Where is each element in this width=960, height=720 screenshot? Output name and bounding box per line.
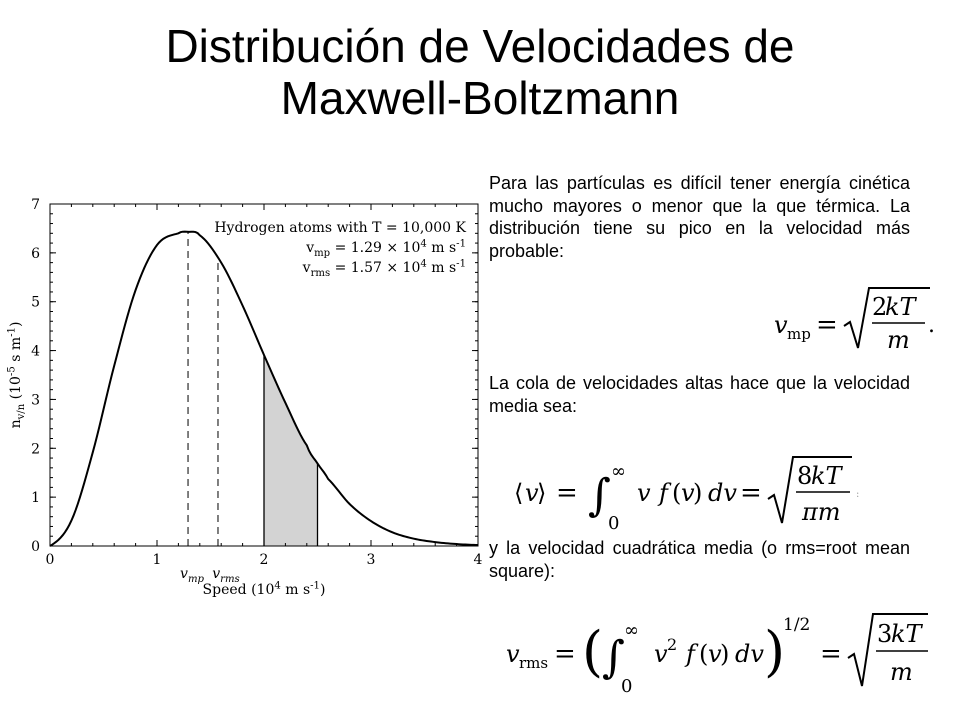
svg-text:(: ( — [582, 620, 604, 683]
svg-text:(: ( — [699, 640, 709, 668]
slide-title — [0, 20, 960, 124]
svg-text:=: = — [740, 478, 762, 508]
svg-text:0: 0 — [608, 513, 620, 534]
paragraph-2: La cola de velocidades altas hace que la velocidad media sea: — [489, 373, 910, 416]
svg-text:rms: rms — [519, 654, 549, 672]
svg-text:⟨: ⟨ — [514, 479, 524, 507]
paragraph-3: y la velocidad cuadrática media (o rms=root mean square): — [489, 538, 910, 581]
equation-vmp-graphic — [770, 282, 940, 356]
svg-text:v: v — [637, 479, 651, 507]
svg-text:∞: ∞ — [611, 461, 626, 482]
svg-text:): ) — [764, 620, 786, 683]
vrms-axis-label: $v_{rms}$ — [212, 566, 240, 586]
title-line-1: Distribución de Velocidades de — [165, 20, 795, 72]
svg-text:1/2: 1/2 — [783, 615, 811, 635]
x-tick-label: 3 — [366, 552, 376, 568]
svg-text:=: = — [556, 478, 578, 508]
svg-text:kT: kT — [885, 293, 916, 321]
svg-text:dv: dv — [735, 640, 764, 668]
y-tick-label: 6 — [31, 245, 40, 262]
equation-vrms-graphic — [502, 606, 942, 706]
svg-text:v: v — [506, 640, 520, 668]
y-tick-label: 1 — [31, 490, 40, 507]
svg-text:∫: ∫ — [602, 632, 625, 683]
svg-text:): ) — [720, 640, 730, 668]
x-tick-label: 2 — [259, 552, 269, 568]
x-axis-label: Speed ($10^4$ m $s^{-1}$) — [202, 580, 326, 598]
svg-text:v: v — [525, 479, 539, 507]
svg-text:∫: ∫ — [588, 470, 611, 521]
maxwell-boltzmann-chart — [0, 190, 490, 610]
svg-text:2: 2 — [667, 635, 678, 654]
svg-text:=: = — [816, 310, 838, 340]
svg-text:0: 0 — [621, 676, 633, 697]
svg-text:kT: kT — [811, 462, 842, 490]
title-line-2: Maxwell-Boltzmann — [280, 72, 680, 124]
svg-text:.: . — [928, 313, 935, 338]
svg-text:⟩: ⟩ — [537, 479, 547, 507]
equation-mean-speed-graphic — [512, 447, 862, 537]
svg-text:πm: πm — [802, 498, 841, 526]
svg-text:8: 8 — [797, 462, 813, 490]
svg-text:kT: kT — [891, 620, 922, 648]
annotation-line-1: Hydrogen atoms with T = 10,000 K — [214, 220, 466, 236]
svg-text:=: = — [554, 639, 576, 669]
y-axis-label: $n_{v/n}$ ($10^{-5}$ s $m^{-1}$) — [6, 321, 28, 429]
svg-text:3: 3 — [877, 620, 893, 648]
y-tick-label: 0 — [31, 539, 40, 555]
svg-text:m: m — [890, 658, 913, 686]
x-tick-label: 1 — [152, 552, 162, 568]
annotation-vmp: $v_{mp} = 1.29 \times 10^4$ m $s^{-1}$ — [306, 238, 466, 260]
paragraph-1: Para las partículas es difícil tener energía cinética mucho mayores o menor que la que térmica. La distribución tiene su pico en la velocidad más probable: — [489, 173, 910, 261]
svg-text:f: f — [686, 640, 695, 668]
annotation-vrms: $v_{rms} = 1.57 \times 10^4$ m $s^{-1}$ — [302, 258, 466, 280]
svg-text:v: v — [681, 479, 695, 507]
y-tick-label: 5 — [31, 294, 40, 311]
y-tick-label: 3 — [31, 392, 40, 409]
svg-text:v: v — [708, 640, 722, 668]
x-tick-label: 0 — [45, 552, 55, 568]
x-tick-label: 4 — [473, 552, 483, 568]
svg-text:v: v — [654, 640, 668, 668]
svg-text:=: = — [820, 639, 842, 669]
svg-text:2: 2 — [872, 293, 888, 321]
equation-vrms — [502, 606, 942, 706]
svg-text:∞: ∞ — [624, 620, 639, 641]
svg-text:(: ( — [672, 479, 682, 507]
vmp-axis-label: $v_{mp}$ — [180, 566, 204, 586]
y-tick-label: 7 — [31, 197, 40, 213]
svg-text:m: m — [887, 326, 910, 354]
dashed-lines-layer — [188, 232, 218, 546]
svg-text:v: v — [774, 311, 788, 339]
y-tick-label: 4 — [31, 343, 40, 360]
svg-text:): ) — [693, 479, 703, 507]
svg-text:dv: dv — [708, 479, 737, 507]
svg-text:mp: mp — [787, 325, 811, 343]
svg-text:f: f — [659, 479, 668, 507]
equation-mean-speed — [512, 447, 862, 537]
y-tick-label: 2 — [31, 441, 40, 458]
svg-text::: : — [856, 489, 860, 500]
equation-vmp — [770, 282, 940, 356]
